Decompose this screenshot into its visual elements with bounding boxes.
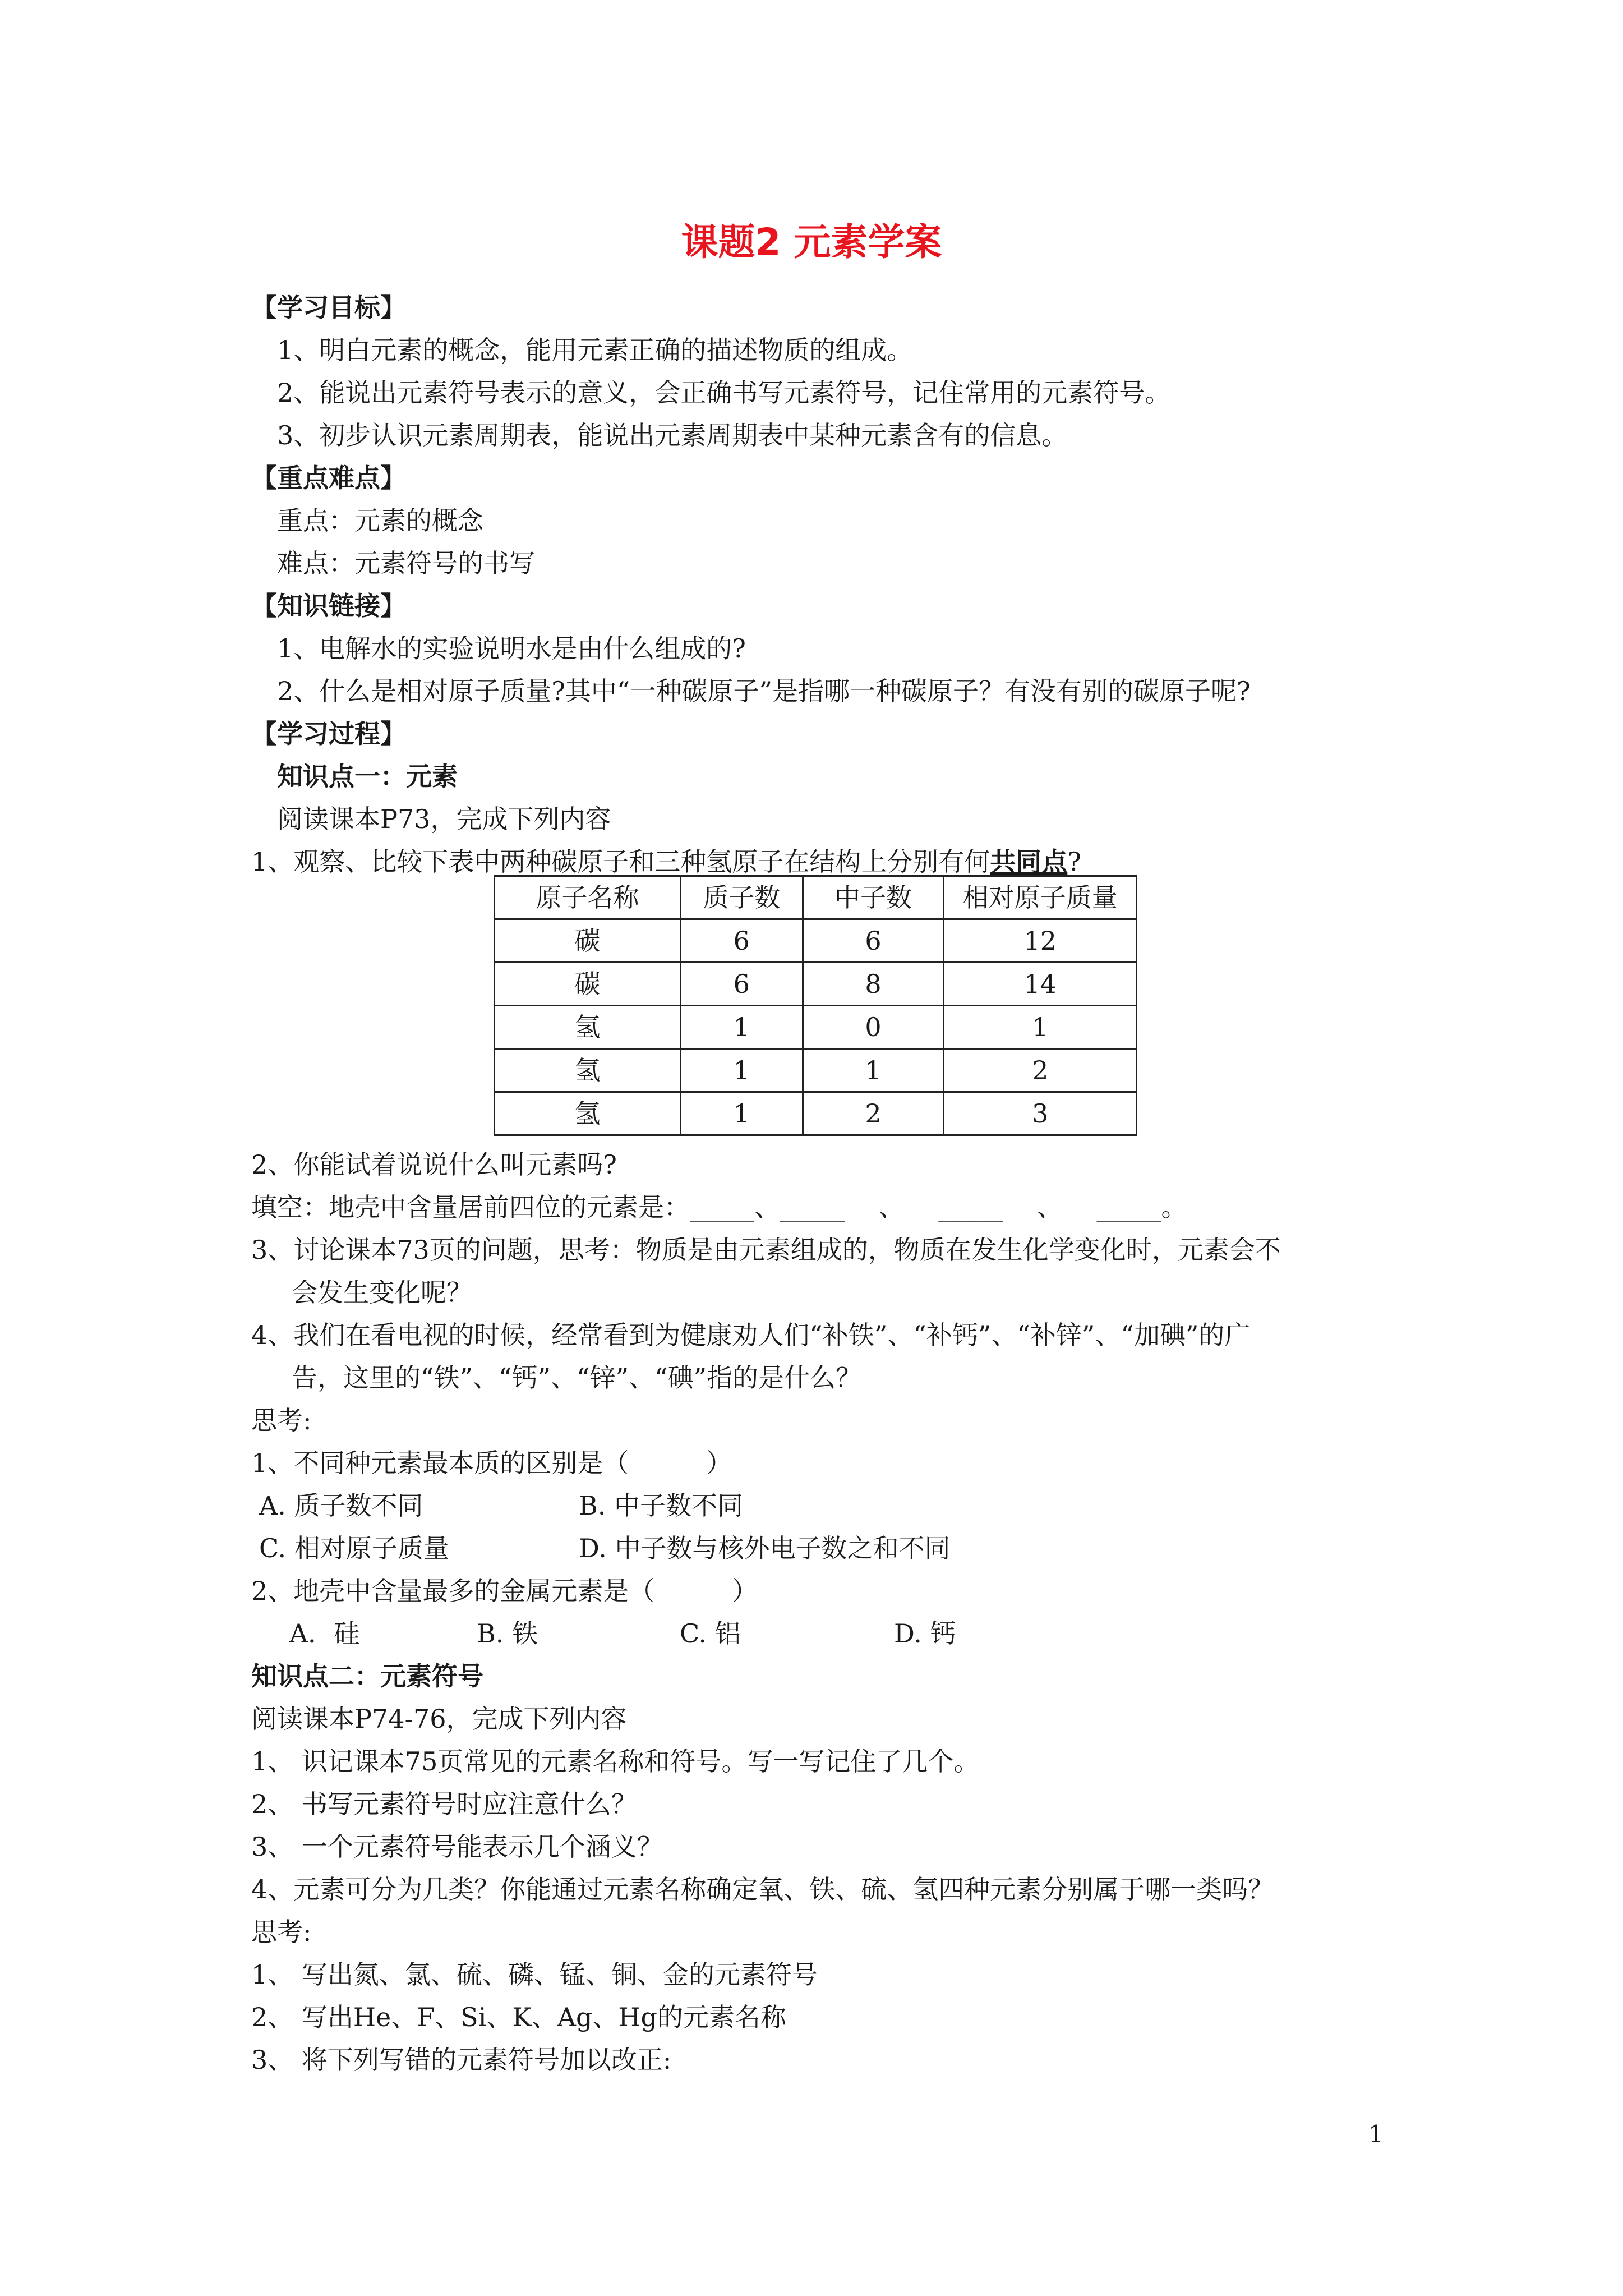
option-d: D. 中子数与核外电子数之和不同 [579, 1533, 951, 1563]
table-cell: 2 [803, 1092, 944, 1135]
option-c: C. 相对原子质量 [259, 1533, 449, 1563]
table-cell: 2 [944, 1049, 1137, 1092]
table-row [495, 919, 1137, 963]
knowledge-point-one-title: 知识点一：元素 [277, 761, 458, 792]
question-1 [251, 845, 1081, 878]
goal-item: 1、明白元素的概念，能用元素正确的描述物质的组成。 [277, 335, 913, 365]
table-row [495, 963, 1137, 1006]
option-a: A．硅 [289, 1618, 360, 1649]
table-cell: 1 [803, 1049, 944, 1092]
table-header: 质子数 [681, 876, 803, 919]
atom-comparison-table [494, 875, 1137, 1136]
table-cell: 1 [681, 1049, 803, 1092]
question-item: 3、 一个元素符号能表示几个涵义？ [251, 1832, 663, 1862]
section-heading-key: 【重点难点】 [251, 463, 406, 493]
table-cell: 12 [944, 919, 1137, 963]
option-c: C. 铝 [680, 1618, 741, 1649]
question-4: 4、我们在看电视的时候，经常看到为健康劝人们“补铁”、“补钙”、“补锌”、“加碘”的广 [251, 1320, 1251, 1350]
table-header-row [495, 876, 1137, 919]
option-d: D. 钙 [894, 1618, 956, 1649]
table-cell: 氢 [495, 1006, 681, 1049]
question-item: 2、 书写元素符号时应注意什么？ [251, 1789, 637, 1819]
table-cell: 1 [681, 1092, 803, 1135]
question-item: 1、 识记课本75页常见的元素名称和符号。写一写记住了几个。 [251, 1746, 980, 1777]
section-heading-links: 【知识链接】 [251, 591, 406, 621]
option-a: A. 质子数不同 [259, 1490, 423, 1521]
exercise-item: 2、 写出He、F、Si、K、Ag、Hg的元素名称 [251, 2002, 786, 2032]
exercise-item: 1、 写出氮、氯、硫、磷、锰、铜、金的元素符号 [251, 1959, 818, 1990]
question-4-continued: 告，这里的“铁”、“钙”、“锌”、“碘”指的是什么？ [292, 1363, 862, 1393]
table-header: 相对原子质量 [944, 876, 1137, 919]
think-question-1: 1、不同种元素最本质的区别是（ ） [251, 1448, 732, 1478]
think-heading: 思考: [251, 1405, 312, 1435]
option-b: B. 铁 [477, 1618, 538, 1649]
exercise-item: 3、 将下列写错的元素符号加以改正: [251, 2045, 672, 2075]
page-title: 课题2 元素学案 [681, 220, 942, 264]
table-cell: 氢 [495, 1092, 681, 1135]
question-1-suffix: ? [1067, 846, 1081, 877]
table-cell: 8 [803, 963, 944, 1006]
think-heading: 思考: [251, 1917, 312, 1947]
question-1-emphasis: 共同点 [990, 846, 1068, 877]
question-3: 3、讨论课本73页的问题，思考：物质是由元素组成的，物质在发生化学变化时，元素会不 [251, 1235, 1281, 1265]
table-cell: 1 [944, 1006, 1137, 1049]
knowledge-point-two-title: 知识点二：元素符号 [251, 1661, 483, 1691]
table-cell: 碳 [495, 919, 681, 963]
table-row [495, 1092, 1137, 1135]
table-cell: 1 [681, 1006, 803, 1049]
table-cell: 碳 [495, 963, 681, 1006]
think-question-2: 2、地壳中含量最多的金属元素是（ ） [251, 1576, 758, 1606]
goal-item: 2、能说出元素符号表示的意义，会正确书写元素符号，记住常用的元素符号。 [277, 378, 1171, 408]
question-2: 2、你能试着说说什么叫元素吗? [251, 1149, 617, 1180]
table-cell: 3 [944, 1092, 1137, 1135]
table-cell: 6 [803, 919, 944, 963]
table-cell: 氢 [495, 1049, 681, 1092]
question-item: 4、元素可分为几类？你能通过元素名称确定氧、铁、硫、氢四种元素分别属于哪一类吗？ [251, 1874, 1274, 1904]
link-item: 1、电解水的实验说明水是由什么组成的? [277, 633, 746, 664]
table-header: 原子名称 [495, 876, 681, 919]
section-heading-process: 【学习过程】 [251, 719, 406, 749]
table-cell: 14 [944, 963, 1137, 1006]
goal-item: 3、初步认识元素周期表，能说出元素周期表中某种元素含有的信息。 [277, 420, 1068, 450]
table-cell: 6 [681, 919, 803, 963]
fill-in-blank: 填空：地壳中含量居前四位的元素是：_____、_____ 、 _____ 、 _____。 [251, 1192, 1187, 1222]
page-number: 1 [1368, 2120, 1384, 2148]
link-item: 2、什么是相对原子质量?其中“一种碳原子”是指哪一种碳原子？有没有别的碳原子呢? [277, 676, 1251, 706]
key-point-item: 难点：元素符号的书写 [277, 548, 535, 578]
reading-instruction: 阅读课本P74-76，完成下列内容 [251, 1704, 627, 1734]
option-b: B. 中子数不同 [579, 1490, 744, 1521]
table-row [495, 1049, 1137, 1092]
section-heading-goals: 【学习目标】 [251, 292, 406, 323]
table-row [495, 1006, 1137, 1049]
reading-instruction: 阅读课本P73，完成下列内容 [277, 804, 611, 834]
question-1-text: 1、观察、比较下表中两种碳原子和三种氢原子在结构上分别有何 [251, 846, 990, 877]
question-3-continued: 会发生变化呢？ [292, 1277, 472, 1308]
table-header: 中子数 [803, 876, 944, 919]
key-point-item: 重点：元素的概念 [277, 505, 483, 536]
table-cell: 6 [681, 963, 803, 1006]
table-cell: 0 [803, 1006, 944, 1049]
